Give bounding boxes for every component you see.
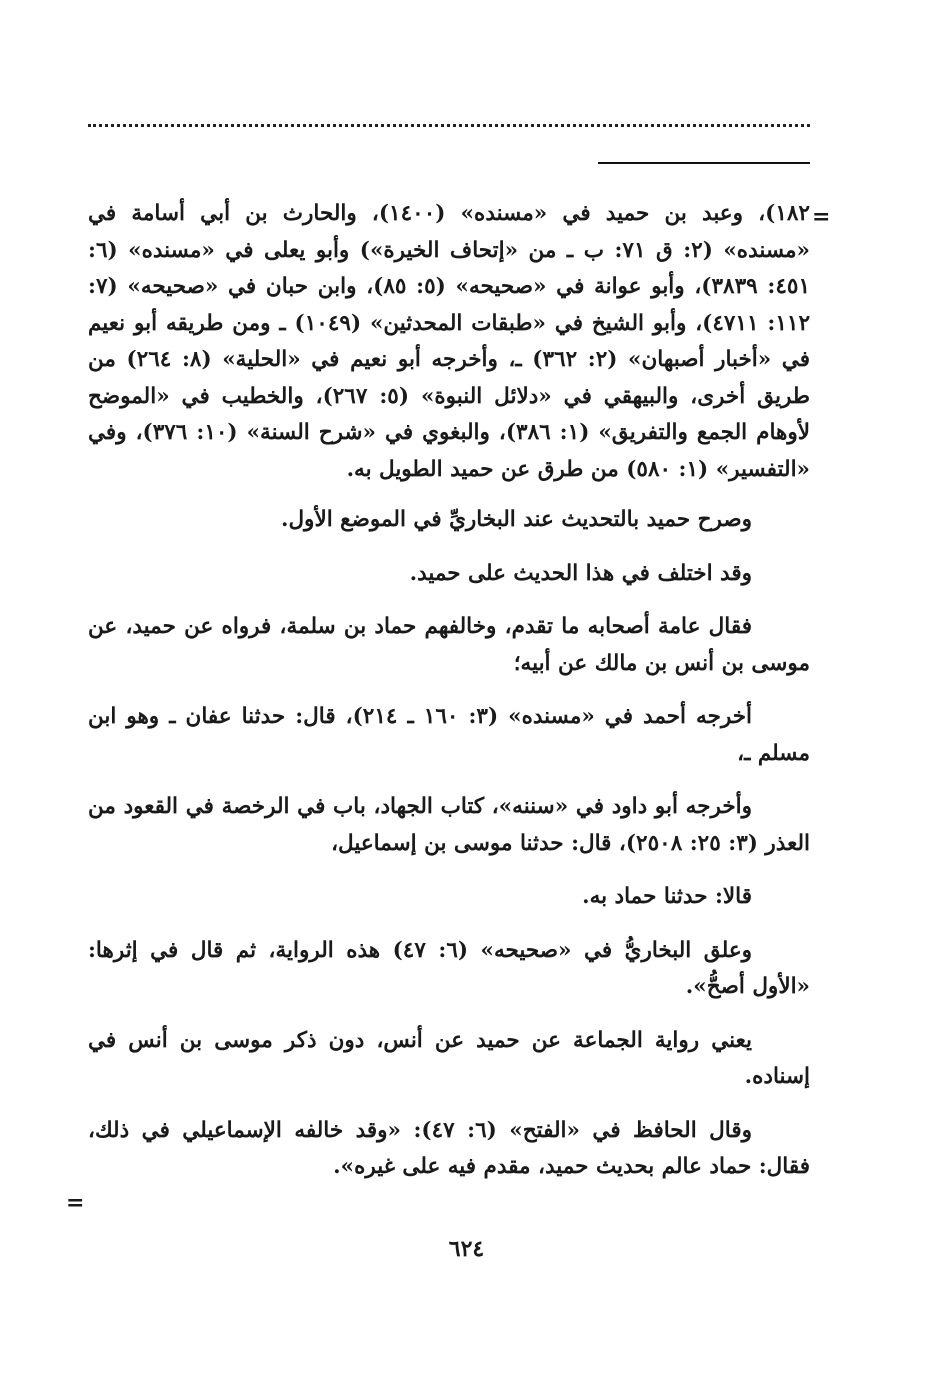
paragraph-7: وعلق البخاريُّ في «صحيحه» (٦: ٤٧) هذه الرواية، ثم قال في إثرها: «الأول أصحُّ». <box>88 937 810 999</box>
footnote-rule <box>598 162 810 164</box>
page-body <box>88 196 810 1203</box>
dotted-separator <box>88 124 810 127</box>
continuation-mark-bottom: = <box>66 1190 85 1216</box>
paragraph-1: وصرح حميد بالتحديث عند البخاريِّ في الموضع الأول. <box>280 507 752 532</box>
paragraph-2: وقد اختلف في هذا الحديث على حميد. <box>409 560 752 586</box>
page-number: ٦٢٤ <box>448 1236 485 1262</box>
paragraph-3: فقال عامة أصحابه ما تقدم، وخالفهم حماد بن سلمة، فرواه عن حميد، عن موسى بن أنس بن مالك عن أبيه؛ <box>88 614 810 676</box>
footnote-continuation: ١٨٢)، وعبد بن حميد في «مسنده» (١٤٠٠)، والحارث بن أبي أسامة في «مسنده» (٢: ق ٧١: ب ـ من «إتحاف الخيرة») وأبو يعلى في «مسنده» (٦: ٤٥١: ٣٨٣٩)، وأبو عوانة في «صحيحه» (٥: ٨٥)، وابن حبان في «صحيحه» (٧: ١١٢: ٤٧١١)، وأبو الشيخ في «طبقات المحدثين» (١٠٤٩) ـ ومن طريقه أبو نعيم في «أخبار أصبهان» (٢: ٣٦٢) ـ، وأخرجه أبو نعيم في «الحلية» (٨: ٢٦٤) من طريق أخرى، والبيهقي في «دلائل النبوة» (٥: ٢٦٧)، والخطيب في «الموضح لأوهام الجمع والتفريق» (١: ٣٨٦)، والبغوي في «شرح السنة» (١٠: ٣٧٦)، وفي «التفسير» (١: ٥٨٠) من طرق عن حميد الطويل به. <box>88 201 811 482</box>
paragraph-4: أخرجه أحمد في «مسنده» (٣: ١٦٠ ـ ٢١٤)، قال: حدثنا عفان ـ وهو ابن مسلم ـ، <box>88 704 810 766</box>
paragraph-6: قالا: حدثنا حماد به. <box>582 884 752 909</box>
paragraph-8: يعني رواية الجماعة عن حميد عن أنس، دون ذكر موسى بن أنس في إسناده. <box>88 1027 810 1089</box>
paragraph-9: وقال الحافظ في «الفتح» (٦: ٤٧): «وقد خالفه الإسماعيلي في ذلك، فقال: حماد عالم بحديث حميد، مقدم فيه على غيره». <box>88 1117 810 1179</box>
paragraph-5: وأخرجه أبو داود في «سننه»، كتاب الجهاد، باب في الرخصة في القعود من العذر (٣: ٢٥: ٢٥٠٨)، قال: حدثنا موسى بن إسماعيل، <box>88 794 810 856</box>
continuation-mark-top: = <box>812 204 831 230</box>
